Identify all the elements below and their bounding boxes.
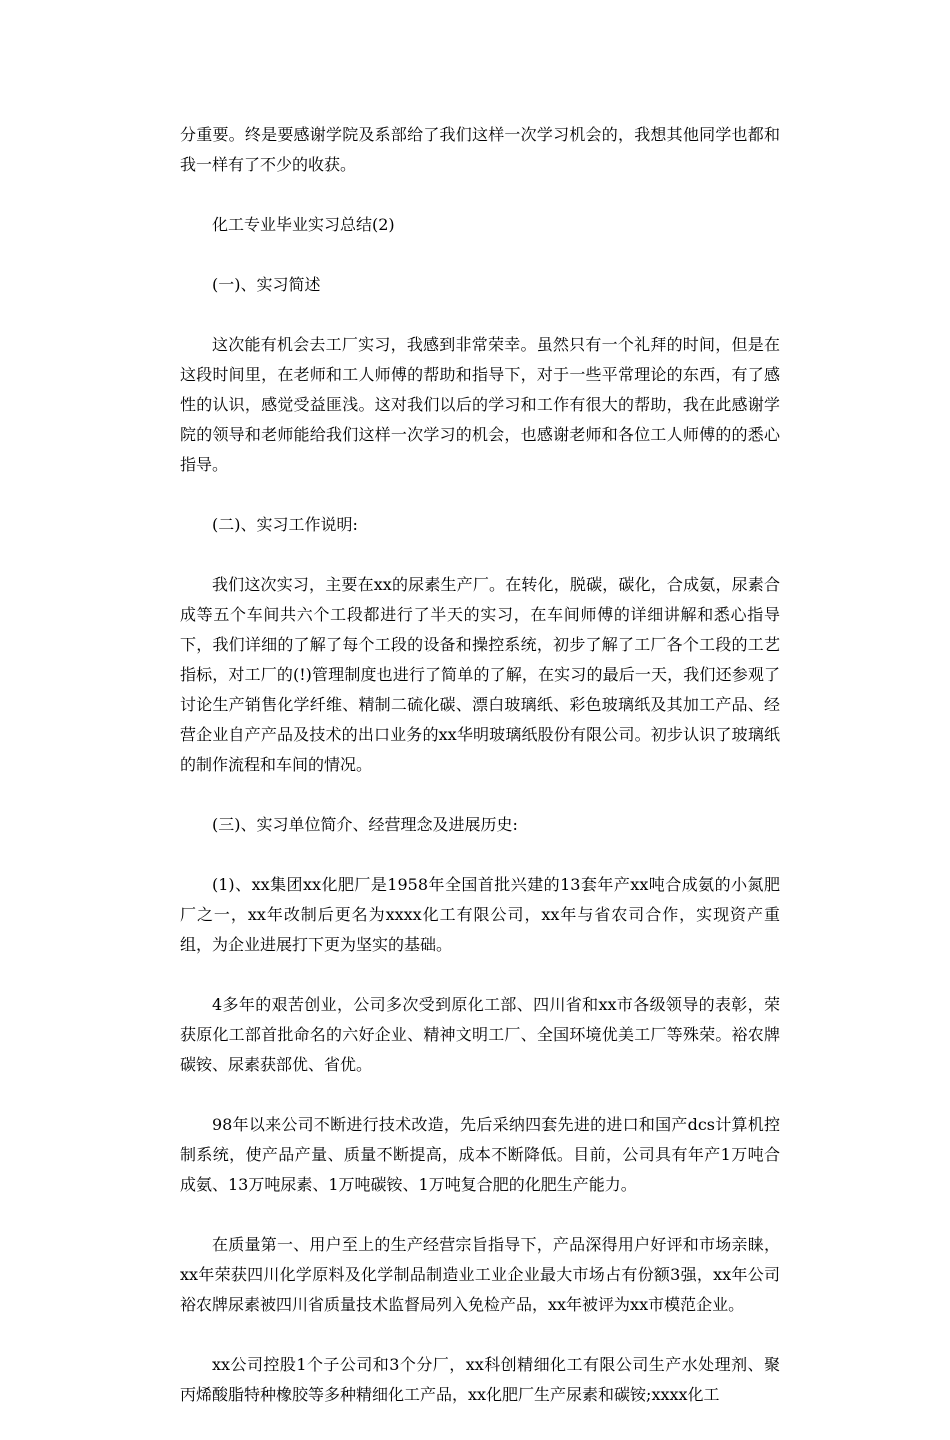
section-heading-3: (三)、实习单位简介、经营理念及进展历史: <box>212 815 518 834</box>
section-heading-2: (二)、实习工作说明: <box>212 515 358 534</box>
paragraph-technology: 98年以来公司不断进行技术改造，先后采纳四套先进的进口和国产dcs计算机控制系统，使产品产量、质量不断提高，成本不断降低。目前，公司具有年产1万吨合成氨、13万吨尿素、1万吨碳铵、1万吨复合肥的化肥生产能力。 <box>180 1115 780 1194</box>
document-body <box>180 120 780 1440</box>
section-heading-1: (一)、实习简述 <box>212 275 321 294</box>
paragraph-quality: 在质量第一、用户至上的生产经营宗旨指导下，产品深得用户好评和市场亲睐，xx年荣获四川化学原料及化学制品制造业工业企业最大市场占有份额3强，xx年公司裕农牌尿素被四川省质量技术监督局列入免检产品，xx年被评为xx市模范企业。 <box>180 1235 780 1314</box>
paragraph-honors: 4多年的艰苦创业，公司多次受到原化工部、四川省和xx市各级领导的表彰，荣获原化工部首批命名的六好企业、精神文明工厂、全国环境优美工厂等殊荣。裕农牌碳铵、尿素获部优、省优。 <box>180 995 780 1074</box>
paragraph-work-description: 我们这次实习，主要在xx的尿素生产厂。在转化，脱碳，碳化，合成氨，尿素合成等五个车间共六个工段都进行了半天的实习，在车间师傅的详细讲解和悉心指导下，我们详细的了解了每个工段的设备和操控系统，初步了解了工厂各个工段的工艺指标，对工厂的(!)管理制度也进行了简单的了解，在实习的最后一天，我们还参观了讨论生产销售化学纤维、精制二硫化碳、漂白玻璃纸、彩色玻璃纸及其加工产品、经营企业自产产品及技术的出口业务的xx华明玻璃纸股份有限公司。初步认识了玻璃纸的制作流程和车间的情况。 <box>180 575 780 774</box>
paragraph-subsidiaries: xx公司控股1个子公司和3个分厂，xx科创精细化工有限公司生产水处理剂、聚丙烯酸脂特种橡胶等多种精细化工产品，xx化肥厂生产尿素和碳铵;xxxx化工 <box>180 1355 780 1404</box>
paragraph-continuation: 分重要。终是要感谢学院及系部给了我们这样一次学习机会的，我想其他同学也都和我一样有了不少的收获。 <box>180 125 780 174</box>
document-title: 化工专业毕业实习总结(2) <box>212 215 395 234</box>
paragraph-intro: 这次能有机会去工厂实习，我感到非常荣幸。虽然只有一个礼拜的时间，但是在这段时间里，在老师和工人师傅的帮助和指导下，对于一些平常理论的东西，有了感性的认识，感觉受益匪浅。这对我们以后的学习和工作有很大的帮助，我在此感谢学院的领导和老师能给我们这样一次学习的机会，也感谢老师和各位工人师傅的的悉心指导。 <box>180 335 780 474</box>
paragraph-company-history: (1)、xx集团xx化肥厂是1958年全国首批兴建的13套年产xx吨合成氨的小氮肥厂之一，xx年改制后更名为xxxx化工有限公司，xx年与省农司合作，实现资产重组，为企业进展打下更为坚实的基础。 <box>180 875 780 954</box>
